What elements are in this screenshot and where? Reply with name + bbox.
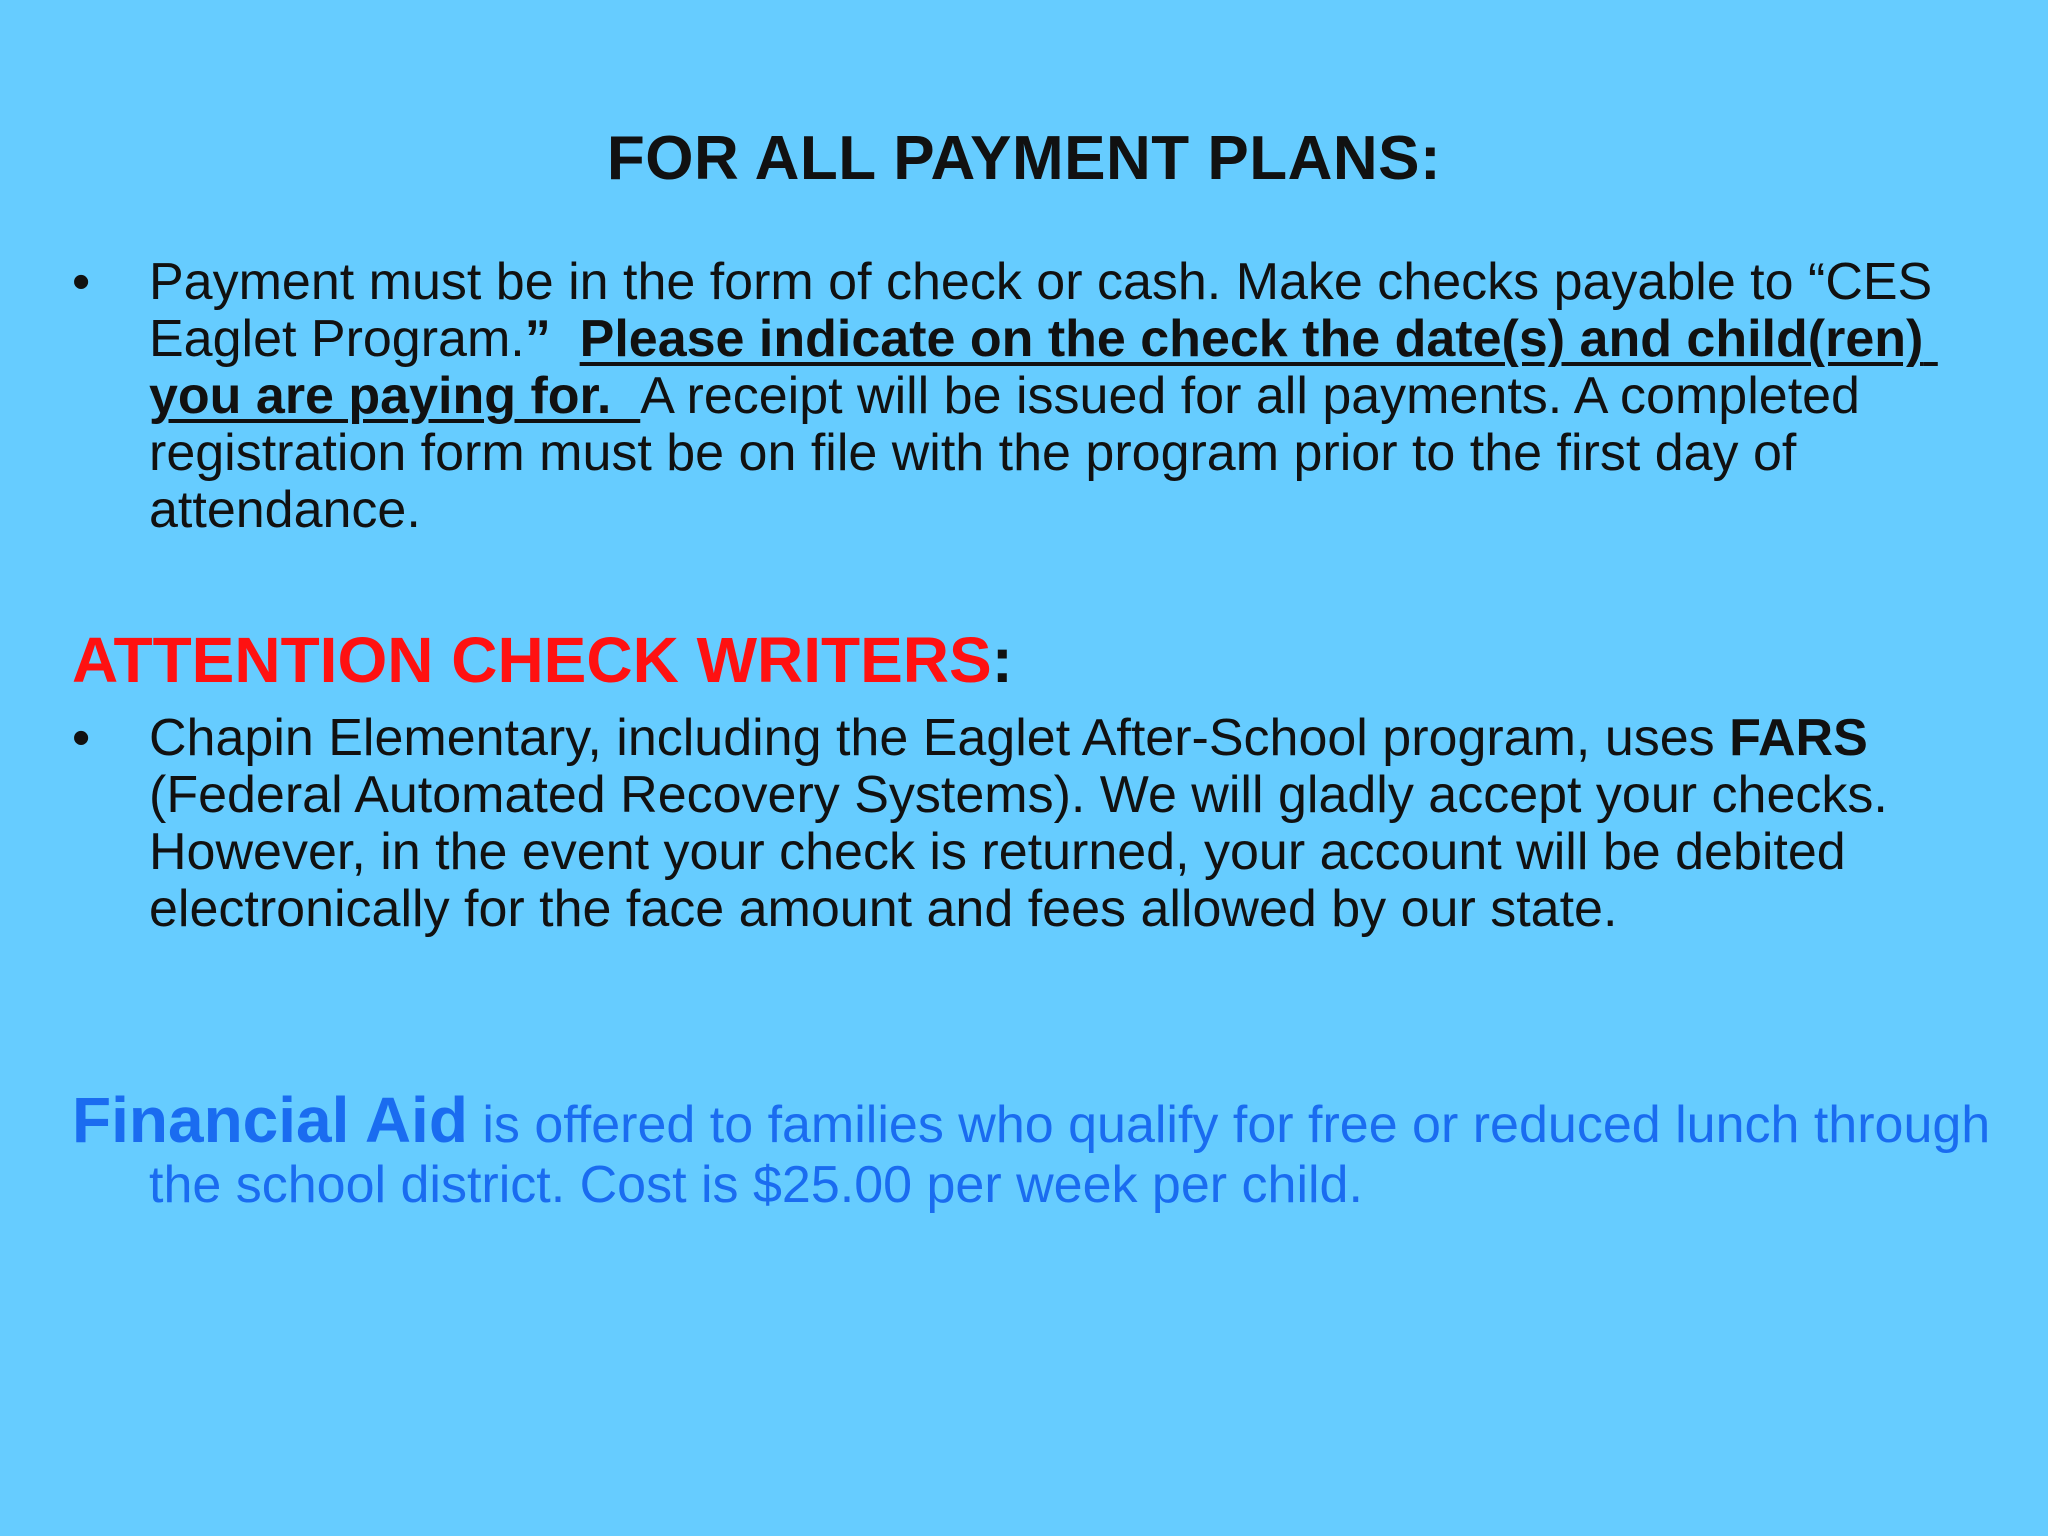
slide-title: FOR ALL PAYMENT PLANS:: [606, 124, 1442, 193]
fars-acronym: FARS: [1729, 709, 1868, 767]
check-writers-bullet: [72, 710, 1992, 938]
payment-text-receipt: A receipt will be issued for all payments. A completed registration form must be on file with the program prior to the first day of attendance.: [149, 367, 1860, 539]
attention-label: ATTENTION CHECK WRITERS: [72, 624, 992, 696]
attention-colon: :: [991, 624, 1013, 696]
payment-bullet: [72, 254, 1992, 539]
check-writers-intro: Chapin Elementary, including the Eaglet After-School program, uses: [149, 709, 1730, 767]
bullet-dot-icon: •: [72, 253, 91, 311]
attention-heading: [72, 624, 1013, 696]
financial-aid-lead: Financial Aid: [72, 1084, 468, 1156]
payment-text-quote: ”: [524, 310, 551, 368]
bullet-dot-icon: •: [72, 709, 91, 767]
check-writers-text: [149, 710, 1992, 938]
financial-aid-paragraph: [72, 1084, 2048, 1215]
financial-aid-text: is offered to families who qualify for free or reduced lunch through the school district. Cost is $25.00 per week per child.: [149, 1096, 1991, 1214]
payment-text-intro: Payment must be in the form of check or cash. Make checks payable to “CES Eaglet Program.: [149, 253, 1933, 368]
payment-instruction-emphasis: Please indicate on the check the date(s) and child(ren) you are paying for.: [149, 310, 1938, 425]
check-writers-details: (Federal Automated Recovery Systems). We will gladly accept your checks. However, in the event your check is returned, your account will be debited electronically for the face amount and fees allowed by our state.: [149, 766, 1888, 938]
payment-bullet-text: [149, 254, 1992, 539]
payment-text-gap: [551, 310, 580, 368]
